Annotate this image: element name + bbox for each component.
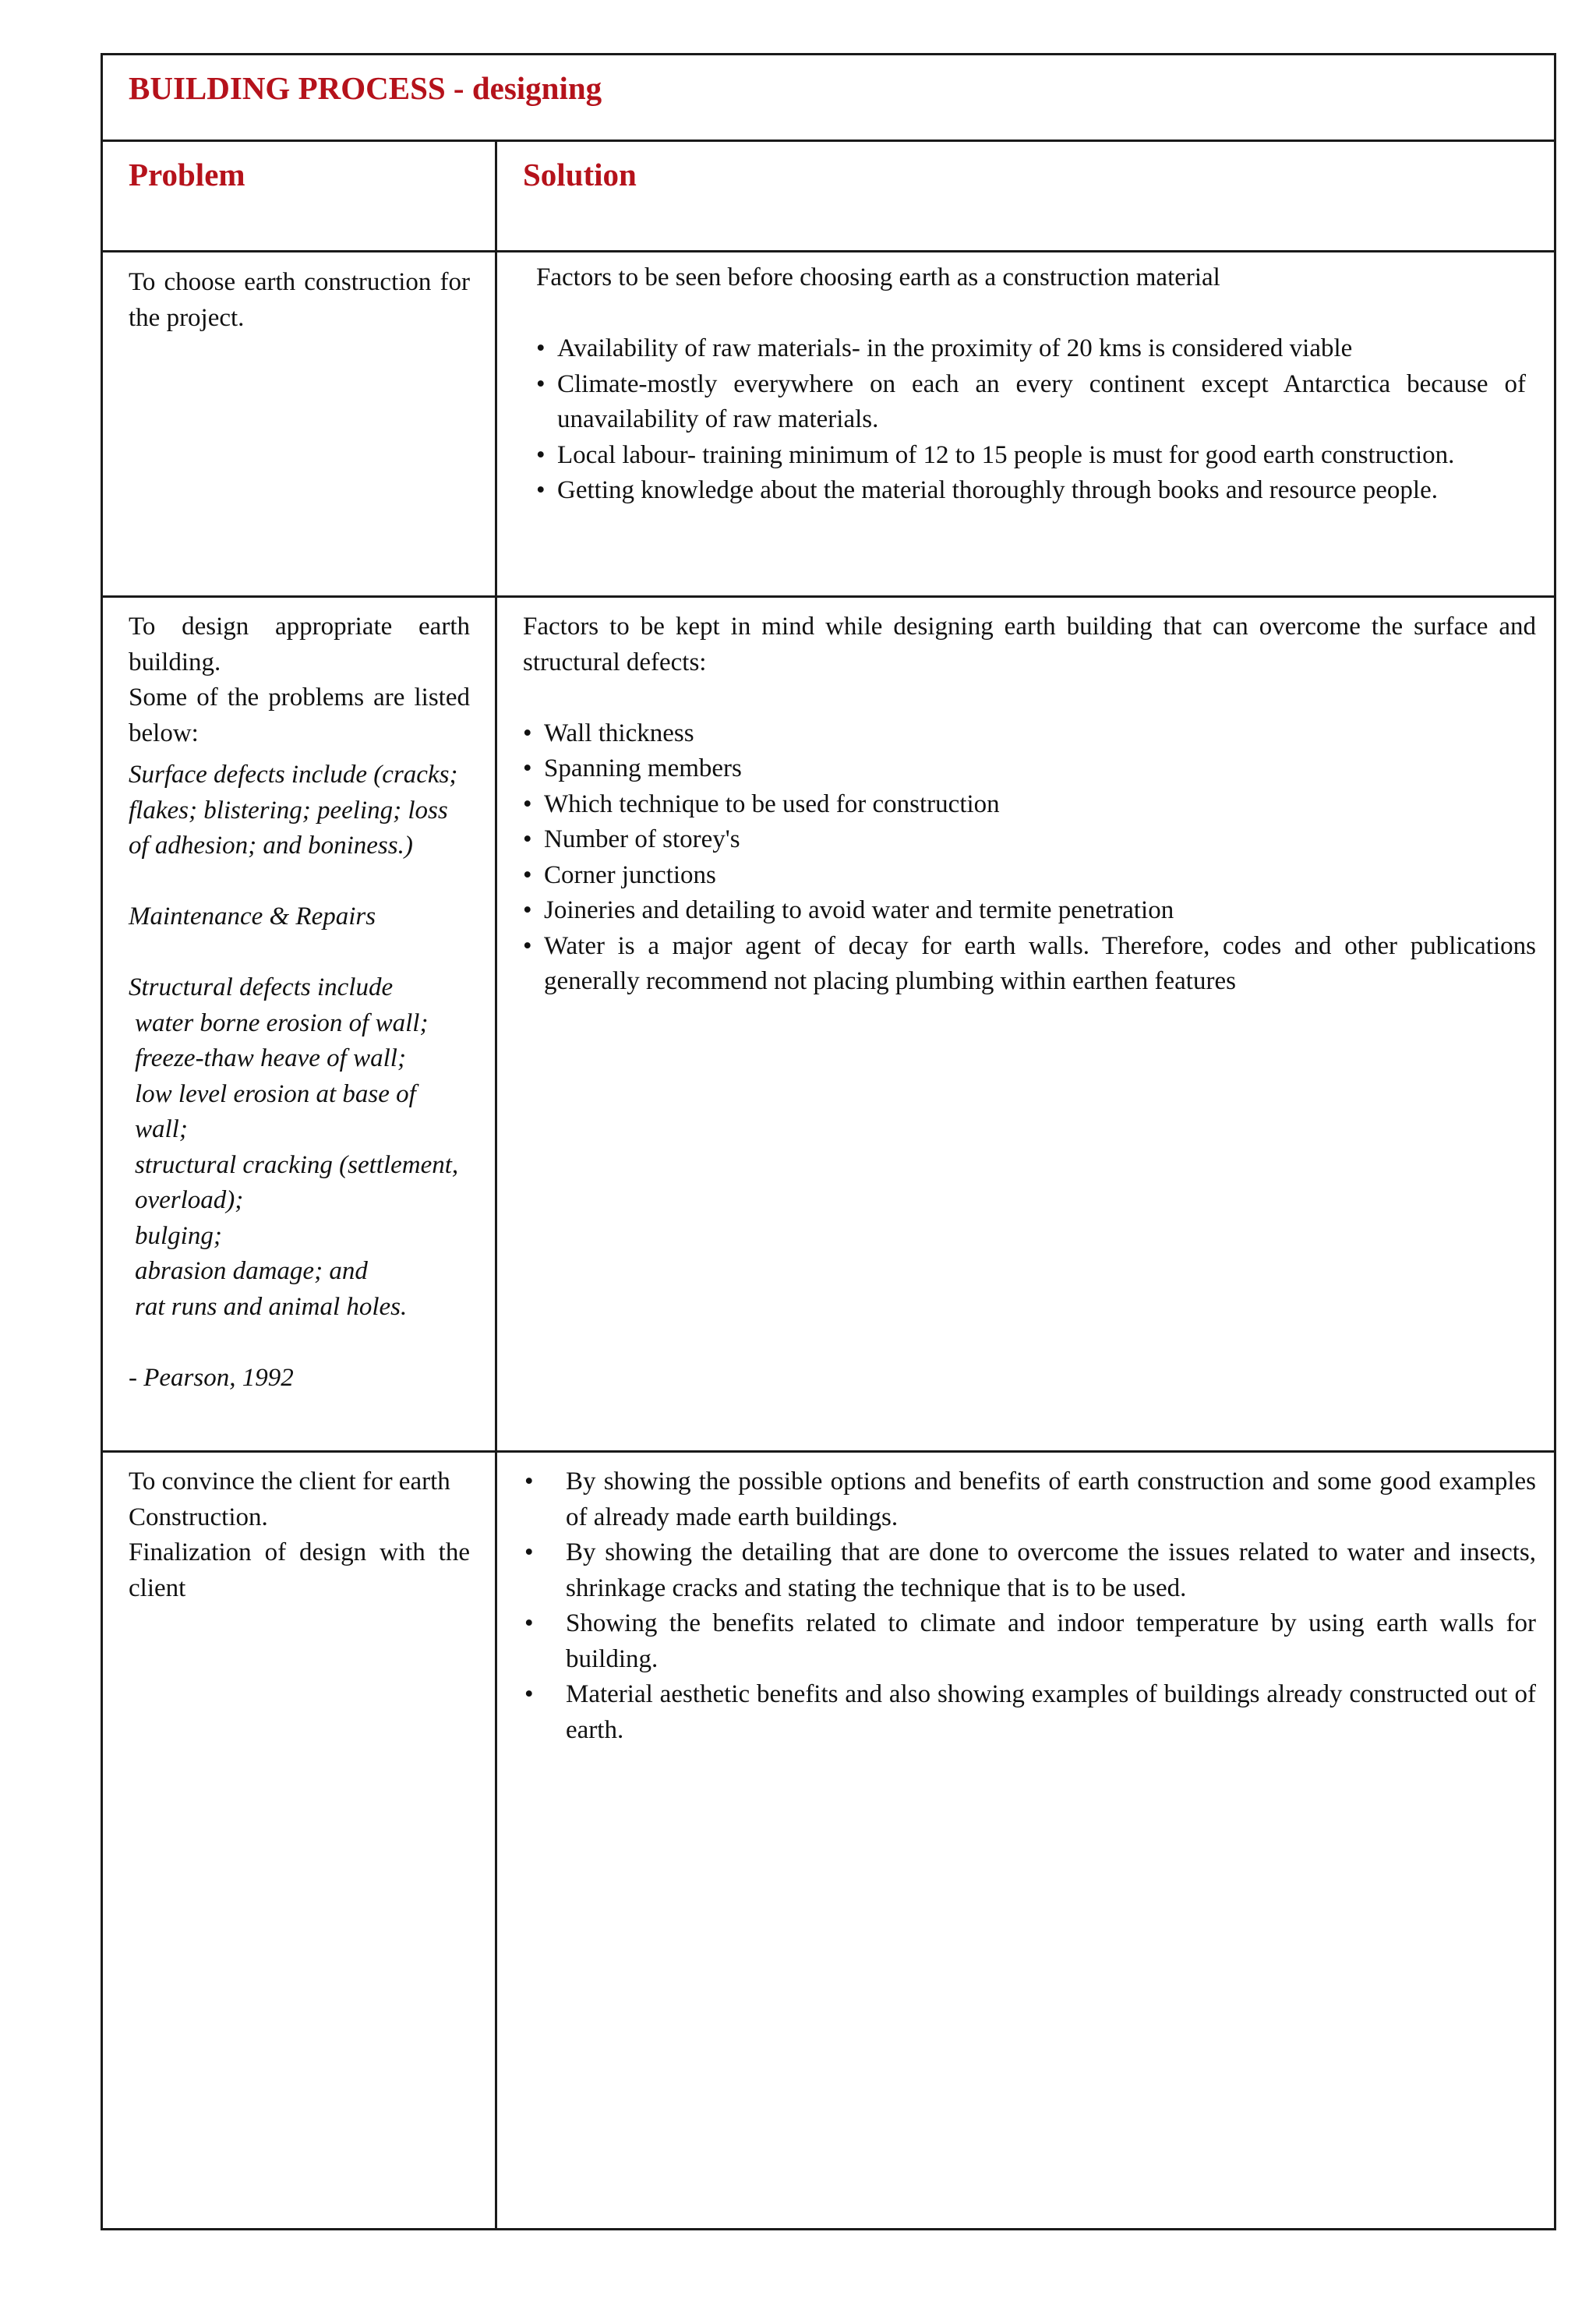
bullet-icon: • bbox=[523, 789, 532, 818]
bullet-icon: • bbox=[524, 1609, 534, 1637]
solution-bullet-list bbox=[523, 716, 1536, 1000]
bullet-icon: • bbox=[523, 896, 532, 924]
table-row bbox=[103, 598, 1554, 1453]
table-title-row bbox=[103, 55, 1554, 142]
bullet-icon: • bbox=[536, 334, 546, 362]
bullet-icon: • bbox=[536, 369, 546, 398]
list-item: • Water is a major agent of decay for earth walls. Therefore, codes and other publications generally recommend not placing plumbing within earthen features bbox=[523, 929, 1536, 1000]
list-item: structural cracking (settlement, overload); bbox=[135, 1150, 459, 1214]
problem-text: Finalization of design with the client bbox=[129, 1538, 470, 1602]
solution-intro: Factors to be seen before choosing earth as a construction material bbox=[536, 263, 1220, 291]
list-item: • Climate-mostly everywhere on each an every continent except Antarctica because of unavailability of raw materials. bbox=[536, 367, 1526, 438]
list-item: • Spanning members bbox=[523, 751, 1536, 787]
problem-text: To design appropriate earth building. bbox=[129, 613, 470, 676]
list-item: bulging; bbox=[135, 1221, 222, 1250]
table-header-row bbox=[103, 142, 1554, 252]
list-item: • Corner junctions bbox=[523, 858, 1536, 894]
citation: - Pearson, 1992 bbox=[129, 1363, 294, 1392]
problem-column-header: Problem bbox=[129, 157, 245, 192]
solution-cell bbox=[523, 1464, 1536, 1748]
problem-text: To convince the client for earth bbox=[129, 1467, 450, 1496]
list-item: • By showing the possible options and benefits of earth construction and some good examples of already made earth buildings. bbox=[523, 1464, 1536, 1535]
problem-cell bbox=[129, 609, 470, 1396]
list-item: rat runs and animal holes. bbox=[135, 1292, 408, 1321]
list-item: water borne erosion of wall; bbox=[135, 1008, 429, 1037]
solution-intro: Factors to be kept in mind while designing earth building that can overcome the surface and structural defects: bbox=[523, 613, 1536, 676]
solution-column-header: Solution bbox=[523, 157, 637, 192]
list-item: • Getting knowledge about the material thoroughly through books and resource people. bbox=[536, 473, 1526, 509]
solution-cell bbox=[536, 260, 1526, 509]
table-row bbox=[103, 252, 1554, 598]
maintenance-text: Maintenance & Repairs bbox=[129, 902, 376, 931]
list-item: • Joineries and detailing to avoid water and termite penetration bbox=[523, 893, 1536, 929]
bullet-icon: • bbox=[536, 440, 546, 469]
bullet-icon: • bbox=[524, 1680, 534, 1708]
problem-text: To choose earth construction for the project. bbox=[129, 268, 470, 332]
surface-defects-text: Surface defects include (cracks; flakes; blistering; peeling; loss of adhesion; and boniness.) bbox=[129, 761, 458, 860]
list-item: • Which technique to be used for construction bbox=[523, 787, 1536, 823]
list-item: • Material aesthetic benefits and also showing examples of buildings already constructed out of earth. bbox=[523, 1677, 1536, 1748]
solution-bullet-list bbox=[523, 1464, 1536, 1748]
problem-cell bbox=[129, 265, 470, 336]
bullet-icon: • bbox=[523, 754, 532, 782]
design-process-table bbox=[101, 53, 1556, 2230]
list-item: freeze-thaw heave of wall; bbox=[135, 1044, 406, 1072]
table-title: BUILDING PROCESS - designing bbox=[129, 70, 602, 106]
structural-defects-list bbox=[129, 1006, 470, 1326]
bullet-icon: • bbox=[523, 860, 532, 889]
solution-cell bbox=[523, 609, 1536, 1000]
list-item: • Number of storey's bbox=[523, 822, 1536, 858]
bullet-icon: • bbox=[524, 1467, 534, 1496]
problem-cell bbox=[129, 1464, 470, 1606]
problem-text: Construction. bbox=[129, 1503, 268, 1531]
solution-bullet-list bbox=[536, 331, 1526, 509]
bullet-icon: • bbox=[524, 1538, 534, 1566]
bullet-icon: • bbox=[523, 719, 532, 747]
list-item: low level erosion at base of wall; bbox=[135, 1079, 416, 1143]
bullet-icon: • bbox=[523, 825, 532, 853]
list-item: abrasion damage; and bbox=[135, 1257, 368, 1285]
list-item: • Wall thickness bbox=[523, 716, 1536, 752]
bullet-icon: • bbox=[536, 476, 546, 504]
structural-defects-heading: Structural defects include bbox=[129, 973, 394, 1001]
bullet-icon: • bbox=[523, 931, 532, 960]
list-item: • Availability of raw materials- in the proximity of 20 kms is considered viable bbox=[536, 331, 1526, 367]
problem-text: Some of the problems are listed below: bbox=[129, 683, 470, 747]
list-item: • Local labour- training minimum of 12 to 15 people is must for good earth construction. bbox=[536, 438, 1526, 474]
table-row bbox=[103, 1453, 1554, 2228]
list-item: • By showing the detailing that are done to overcome the issues related to water and insects, shrinkage cracks and stating the technique that is to be used. bbox=[523, 1535, 1536, 1606]
list-item: • Showing the benefits related to climate and indoor temperature by using earth walls for building. bbox=[523, 1606, 1536, 1677]
